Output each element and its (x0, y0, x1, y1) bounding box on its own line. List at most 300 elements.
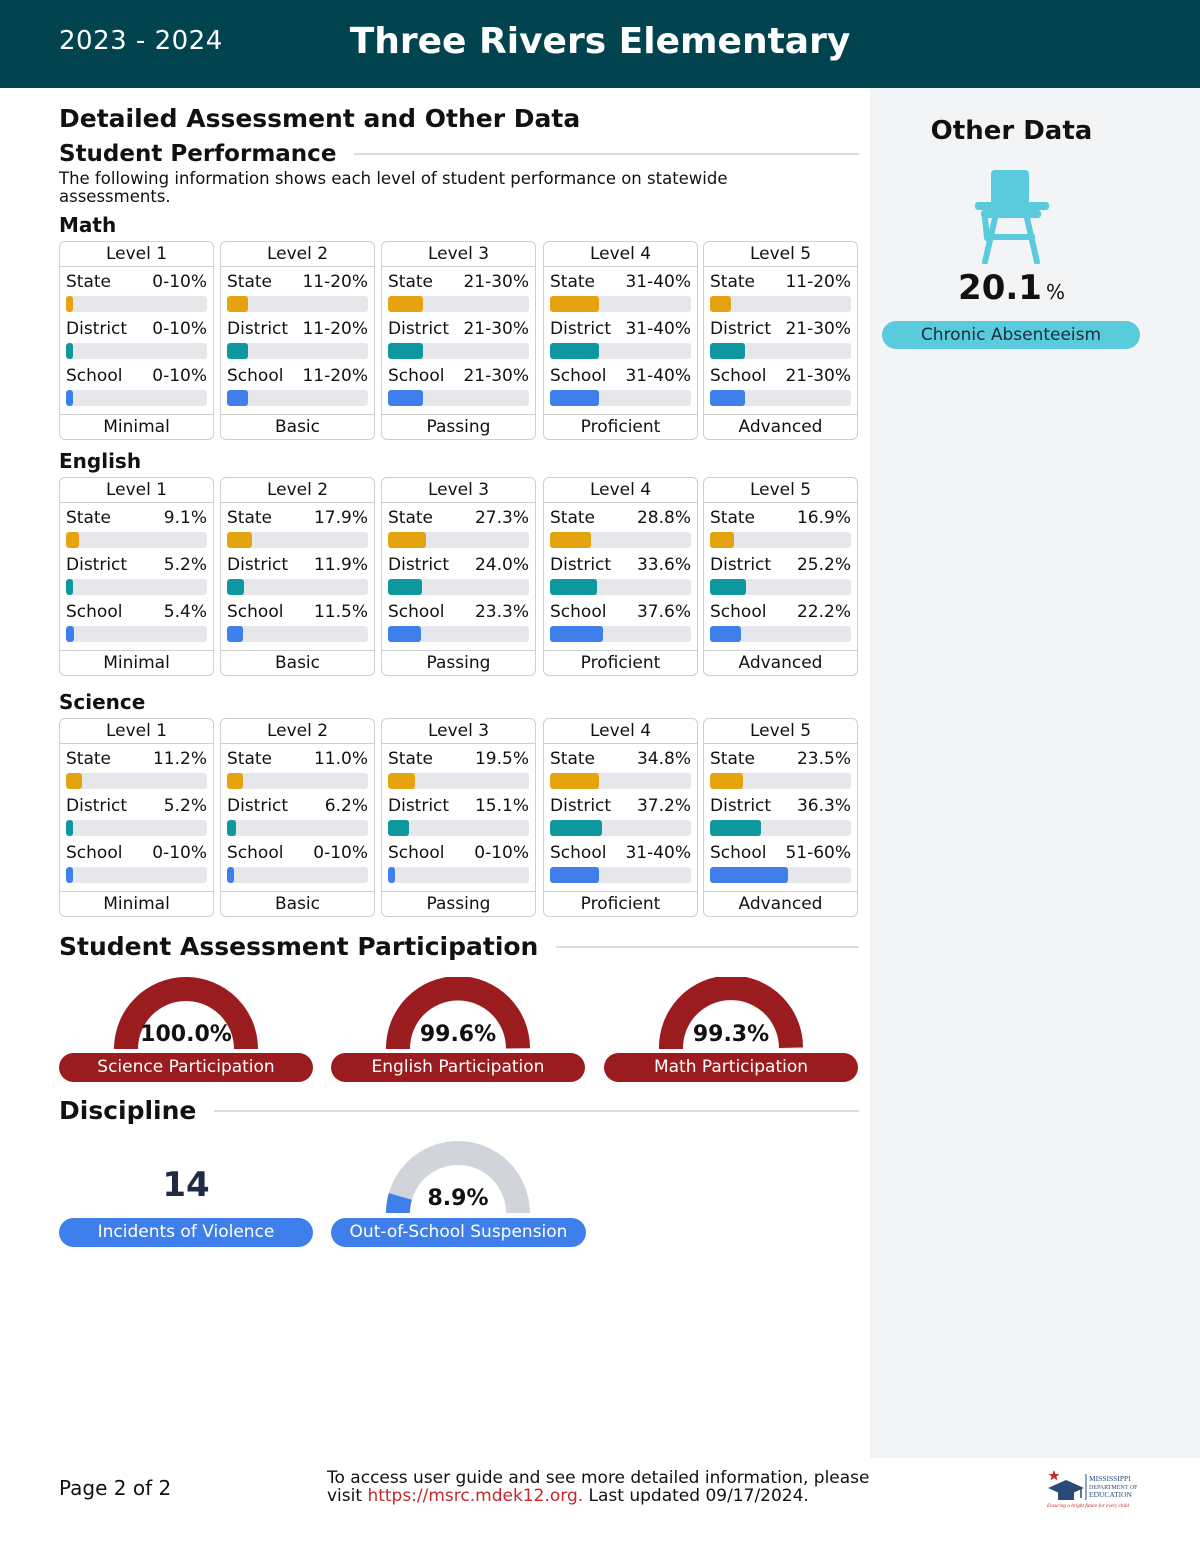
discipline-heading (59, 1096, 859, 1125)
bar-fill (550, 579, 597, 595)
school-year: 2023 - 2024 (59, 26, 223, 56)
group-label: School (710, 602, 767, 622)
group-value: 27.3% (474, 508, 529, 528)
performance-card (220, 477, 375, 676)
header-bar (0, 0, 1200, 88)
group-label: District (388, 319, 450, 339)
performance-card (220, 718, 375, 917)
bar-track (227, 343, 368, 359)
bar-track (388, 820, 529, 836)
group-value: 21-30% (785, 366, 851, 386)
bar-track (227, 532, 368, 548)
bar-track (550, 773, 691, 789)
group-label: State (66, 272, 111, 292)
performance-row (550, 550, 691, 597)
footer-note-line1: To access user guide and see more detailed information, please (327, 1468, 870, 1488)
performance-label: Basic (221, 650, 374, 675)
performance-row (388, 361, 529, 408)
performance-row (66, 314, 207, 361)
group-value: 11-20% (302, 319, 368, 339)
performance-row (66, 503, 207, 550)
performance-row (66, 838, 207, 885)
group-value: 5.4% (163, 602, 207, 622)
logo-text-3: EDUCATION (1089, 1490, 1132, 1499)
suspension-label: Out-of-School Suspension (331, 1218, 586, 1247)
group-label: District (550, 319, 612, 339)
footer-visit-text: visit (327, 1486, 368, 1506)
bar-track (710, 579, 851, 595)
performance-row (66, 550, 207, 597)
bar-fill (550, 390, 599, 406)
discipline-title: Discipline (59, 1096, 197, 1125)
group-value: 21-30% (463, 272, 529, 292)
gauge-value: 99.3% (692, 1022, 770, 1047)
bar-fill (388, 773, 415, 789)
level-title: Level 1 (60, 242, 213, 267)
group-label: School (227, 366, 284, 386)
student-performance-heading (59, 141, 859, 167)
group-value: 31-40% (625, 366, 691, 386)
bar-track (66, 820, 207, 836)
performance-label: Proficient (544, 414, 697, 439)
group-value: 15.1% (474, 796, 529, 816)
performance-row (227, 314, 368, 361)
group-value: 31-40% (625, 272, 691, 292)
group-label: School (388, 602, 445, 622)
performance-row (66, 791, 207, 838)
performance-row (227, 597, 368, 644)
bar-track (66, 296, 207, 312)
bar-fill (710, 626, 741, 642)
bar-fill (710, 390, 745, 406)
bar-track (388, 579, 529, 595)
other-data-title: Other Data (930, 116, 1093, 146)
performance-row (66, 361, 207, 408)
group-value: 31-40% (625, 843, 691, 863)
bar-fill (710, 532, 734, 548)
performance-row (388, 791, 529, 838)
group-value: 34.8% (636, 749, 691, 769)
group-value: 11.9% (313, 555, 368, 575)
group-label: State (388, 508, 433, 528)
bar-track (710, 532, 851, 548)
performance-label: Minimal (60, 414, 213, 439)
mde-logo (1046, 1466, 1142, 1510)
group-label: State (227, 508, 272, 528)
bar-fill (388, 579, 422, 595)
bar-track (227, 296, 368, 312)
performance-row (550, 744, 691, 791)
performance-row (388, 314, 529, 361)
performance-rows (60, 267, 213, 414)
participation-label: English Participation (331, 1053, 585, 1082)
bar-fill (388, 390, 423, 406)
level-title: Level 2 (221, 478, 374, 503)
section-divider (556, 946, 859, 948)
performance-rows (704, 267, 857, 414)
bar-fill (227, 867, 234, 883)
group-value: 11.0% (313, 749, 368, 769)
bar-track (710, 343, 851, 359)
bar-track (550, 579, 691, 595)
participation-title: Student Assessment Participation (59, 932, 539, 961)
performance-row (710, 791, 851, 838)
performance-row (66, 267, 207, 314)
performance-row (66, 597, 207, 644)
performance-card (381, 718, 536, 917)
page-title: Detailed Assessment and Other Data (59, 104, 581, 133)
bar-fill (388, 296, 423, 312)
performance-rows (221, 267, 374, 414)
group-label: District (66, 319, 128, 339)
group-label: District (227, 555, 289, 575)
performance-row (388, 744, 529, 791)
gauge-value: 100.0% (140, 1022, 232, 1047)
group-label: District (227, 319, 289, 339)
group-label: School (66, 602, 123, 622)
performance-row (227, 744, 368, 791)
bar-fill (66, 296, 73, 312)
group-label: District (388, 555, 450, 575)
bar-fill (227, 773, 243, 789)
performance-row (388, 503, 529, 550)
group-label: School (66, 843, 123, 863)
performance-row (388, 838, 529, 885)
group-value: 37.2% (636, 796, 691, 816)
bar-fill (227, 343, 248, 359)
level-title: Level 3 (382, 242, 535, 267)
bar-track (66, 532, 207, 548)
group-label: State (66, 508, 111, 528)
performance-card (59, 241, 214, 440)
group-label: State (550, 508, 595, 528)
section-divider (214, 1110, 859, 1112)
group-label: District (388, 796, 450, 816)
student-performance-description: The following information shows each level of student performance on statewide assessments. (59, 169, 728, 206)
group-label: State (550, 749, 595, 769)
group-label: School (710, 843, 767, 863)
bar-fill (66, 579, 73, 595)
group-value: 11.5% (313, 602, 368, 622)
gauge (386, 1141, 530, 1213)
bar-track (388, 296, 529, 312)
performance-label: Proficient (544, 650, 697, 675)
level-title: Level 5 (704, 719, 857, 744)
bar-fill (388, 626, 421, 642)
group-value: 22.2% (796, 602, 851, 622)
group-value: 0-10% (152, 272, 207, 292)
group-label: School (388, 843, 445, 863)
group-value: 23.3% (474, 602, 529, 622)
bar-fill (227, 579, 244, 595)
group-label: District (710, 319, 772, 339)
level-title: Level 1 (60, 719, 213, 744)
performance-row (550, 267, 691, 314)
bar-fill (710, 867, 788, 883)
group-label: School (550, 843, 607, 863)
bar-fill (66, 820, 73, 836)
bar-track (388, 867, 529, 883)
performance-rows (382, 744, 535, 891)
bar-track (710, 820, 851, 836)
group-label: District (550, 796, 612, 816)
group-value: 11-20% (785, 272, 851, 292)
bar-track (550, 532, 691, 548)
performance-label: Advanced (704, 891, 857, 916)
bar-track (388, 390, 529, 406)
bar-track (66, 773, 207, 789)
performance-row (550, 314, 691, 361)
level-title: Level 1 (60, 478, 213, 503)
gauge (386, 977, 530, 1049)
subject-title: English (59, 449, 142, 473)
performance-row (550, 838, 691, 885)
bar-fill (550, 626, 603, 642)
group-value: 28.8% (636, 508, 691, 528)
group-value: 17.9% (313, 508, 368, 528)
bar-track (710, 867, 851, 883)
logo-text-1: MISSISSIPPI (1089, 1474, 1131, 1483)
group-value: 0-10% (152, 319, 207, 339)
logo-text-2: DEPARTMENT OF (1089, 1485, 1138, 1491)
level-title: Level 5 (704, 242, 857, 267)
performance-label: Passing (382, 414, 535, 439)
performance-card (703, 718, 858, 917)
bar-fill (66, 532, 79, 548)
group-label: School (227, 602, 284, 622)
performance-row (388, 267, 529, 314)
group-value: 5.2% (163, 796, 207, 816)
group-value: 21-30% (785, 319, 851, 339)
group-value: 9.1% (163, 508, 207, 528)
subject-title: Math (59, 213, 117, 237)
group-label: State (710, 272, 755, 292)
performance-row (227, 267, 368, 314)
performance-rows (382, 267, 535, 414)
bar-track (550, 867, 691, 883)
footer-note (327, 1469, 927, 1505)
performance-label: Passing (382, 650, 535, 675)
performance-label: Basic (221, 414, 374, 439)
group-label: District (550, 555, 612, 575)
student-performance-title: Student Performance (59, 141, 337, 167)
group-label: District (710, 796, 772, 816)
group-value: 0-10% (313, 843, 368, 863)
bar-fill (227, 390, 248, 406)
group-label: State (66, 749, 111, 769)
absenteeism-value (870, 268, 1153, 308)
absenteeism-label: Chronic Absenteeism (882, 321, 1140, 349)
bar-track (227, 579, 368, 595)
level-title: Level 2 (221, 242, 374, 267)
group-label: State (388, 749, 433, 769)
group-label: State (388, 272, 433, 292)
bar-fill (550, 296, 599, 312)
group-value: 24.0% (474, 555, 529, 575)
group-value: 25.2% (796, 555, 851, 575)
group-value: 31-40% (625, 319, 691, 339)
performance-card (59, 718, 214, 917)
performance-card (381, 241, 536, 440)
bar-track (550, 296, 691, 312)
performance-row (710, 744, 851, 791)
bar-fill (710, 343, 745, 359)
bar-fill (66, 390, 73, 406)
bar-track (550, 343, 691, 359)
bar-fill (710, 579, 746, 595)
participation-label: Science Participation (59, 1053, 313, 1082)
performance-rows (60, 744, 213, 891)
group-label: State (710, 749, 755, 769)
performance-card (59, 477, 214, 676)
group-value: 0-10% (474, 843, 529, 863)
bar-fill (550, 820, 602, 836)
performance-rows (382, 503, 535, 650)
violence-count: 14 (162, 1165, 210, 1205)
performance-label: Minimal (60, 650, 213, 675)
group-value: 11.2% (152, 749, 207, 769)
bar-track (710, 773, 851, 789)
performance-rows (60, 503, 213, 650)
performance-row (227, 791, 368, 838)
group-label: School (66, 366, 123, 386)
group-label: State (710, 508, 755, 528)
bar-fill (66, 773, 82, 789)
group-label: State (227, 749, 272, 769)
group-value: 21-30% (463, 366, 529, 386)
group-value: 19.5% (474, 749, 529, 769)
performance-rows (544, 503, 697, 650)
school-name: Three Rivers Elementary (349, 21, 851, 62)
group-label: District (66, 796, 128, 816)
bar-track (66, 343, 207, 359)
performance-row (227, 838, 368, 885)
group-label: School (227, 843, 284, 863)
performance-row (710, 597, 851, 644)
bar-fill (550, 867, 599, 883)
performance-card (543, 477, 698, 676)
page-number: Page 2 of 2 (59, 1476, 172, 1500)
performance-row (550, 503, 691, 550)
level-title: Level 3 (382, 719, 535, 744)
group-value: 16.9% (796, 508, 851, 528)
group-label: School (550, 602, 607, 622)
footer-note-line2 (327, 1487, 927, 1505)
bar-track (227, 626, 368, 642)
participation-heading (59, 932, 859, 961)
other-data-panel (870, 88, 1200, 1458)
group-label: School (388, 366, 445, 386)
bar-track (388, 626, 529, 642)
performance-row (227, 361, 368, 408)
level-title: Level 4 (544, 242, 697, 267)
performance-row (710, 838, 851, 885)
group-label: District (66, 555, 128, 575)
group-value: 5.2% (163, 555, 207, 575)
bar-fill (388, 532, 426, 548)
gauge-value: 99.6% (419, 1022, 497, 1047)
bar-fill (227, 820, 236, 836)
level-title: Level 4 (544, 719, 697, 744)
group-value: 21-30% (463, 319, 529, 339)
bar-track (66, 579, 207, 595)
performance-row (710, 267, 851, 314)
bar-track (550, 820, 691, 836)
group-label: State (550, 272, 595, 292)
performance-row (710, 550, 851, 597)
bar-fill (550, 773, 599, 789)
bar-fill (66, 867, 73, 883)
subject-title: Science (59, 690, 146, 714)
bar-track (550, 390, 691, 406)
group-value: 36.3% (796, 796, 851, 816)
bar-fill (227, 296, 248, 312)
msrc-link[interactable]: https://msrc.mdek12.org. (367, 1486, 584, 1506)
group-value: 23.5% (796, 749, 851, 769)
bar-track (227, 390, 368, 406)
group-label: State (227, 272, 272, 292)
group-label: District (710, 555, 772, 575)
bar-fill (66, 343, 73, 359)
performance-row (227, 503, 368, 550)
performance-rows (704, 744, 857, 891)
bar-fill (710, 820, 761, 836)
bar-fill (550, 532, 591, 548)
bar-fill (388, 820, 409, 836)
performance-label: Proficient (544, 891, 697, 916)
performance-row (710, 361, 851, 408)
violence-label: Incidents of Violence (59, 1218, 313, 1247)
gauge (114, 977, 258, 1049)
group-label: School (550, 366, 607, 386)
performance-row (710, 314, 851, 361)
performance-card (220, 241, 375, 440)
performance-rows (704, 503, 857, 650)
bar-track (227, 867, 368, 883)
group-value: 11-20% (302, 272, 368, 292)
group-value: 6.2% (324, 796, 368, 816)
bar-track (66, 390, 207, 406)
bar-track (227, 820, 368, 836)
performance-row (388, 597, 529, 644)
performance-label: Minimal (60, 891, 213, 916)
absenteeism-unit: % (1045, 280, 1065, 304)
performance-card (703, 477, 858, 676)
footer-updated-text: Last updated 09/17/2024. (583, 1486, 809, 1506)
bar-track (66, 626, 207, 642)
school-desk-icon (973, 168, 1049, 264)
performance-row (550, 361, 691, 408)
group-label: District (227, 796, 289, 816)
bar-track (388, 532, 529, 548)
gauge (659, 977, 803, 1049)
group-value: 0-10% (152, 366, 207, 386)
level-title: Level 4 (544, 478, 697, 503)
bar-fill (66, 626, 74, 642)
performance-card (543, 241, 698, 440)
bar-track (710, 626, 851, 642)
bar-track (710, 296, 851, 312)
performance-label: Advanced (704, 650, 857, 675)
bar-track (550, 626, 691, 642)
performance-row (227, 550, 368, 597)
bar-track (388, 343, 529, 359)
level-title: Level 2 (221, 719, 374, 744)
performance-label: Passing (382, 891, 535, 916)
absenteeism-number: 20.1 (958, 268, 1042, 308)
performance-card (703, 241, 858, 440)
bar-track (227, 773, 368, 789)
